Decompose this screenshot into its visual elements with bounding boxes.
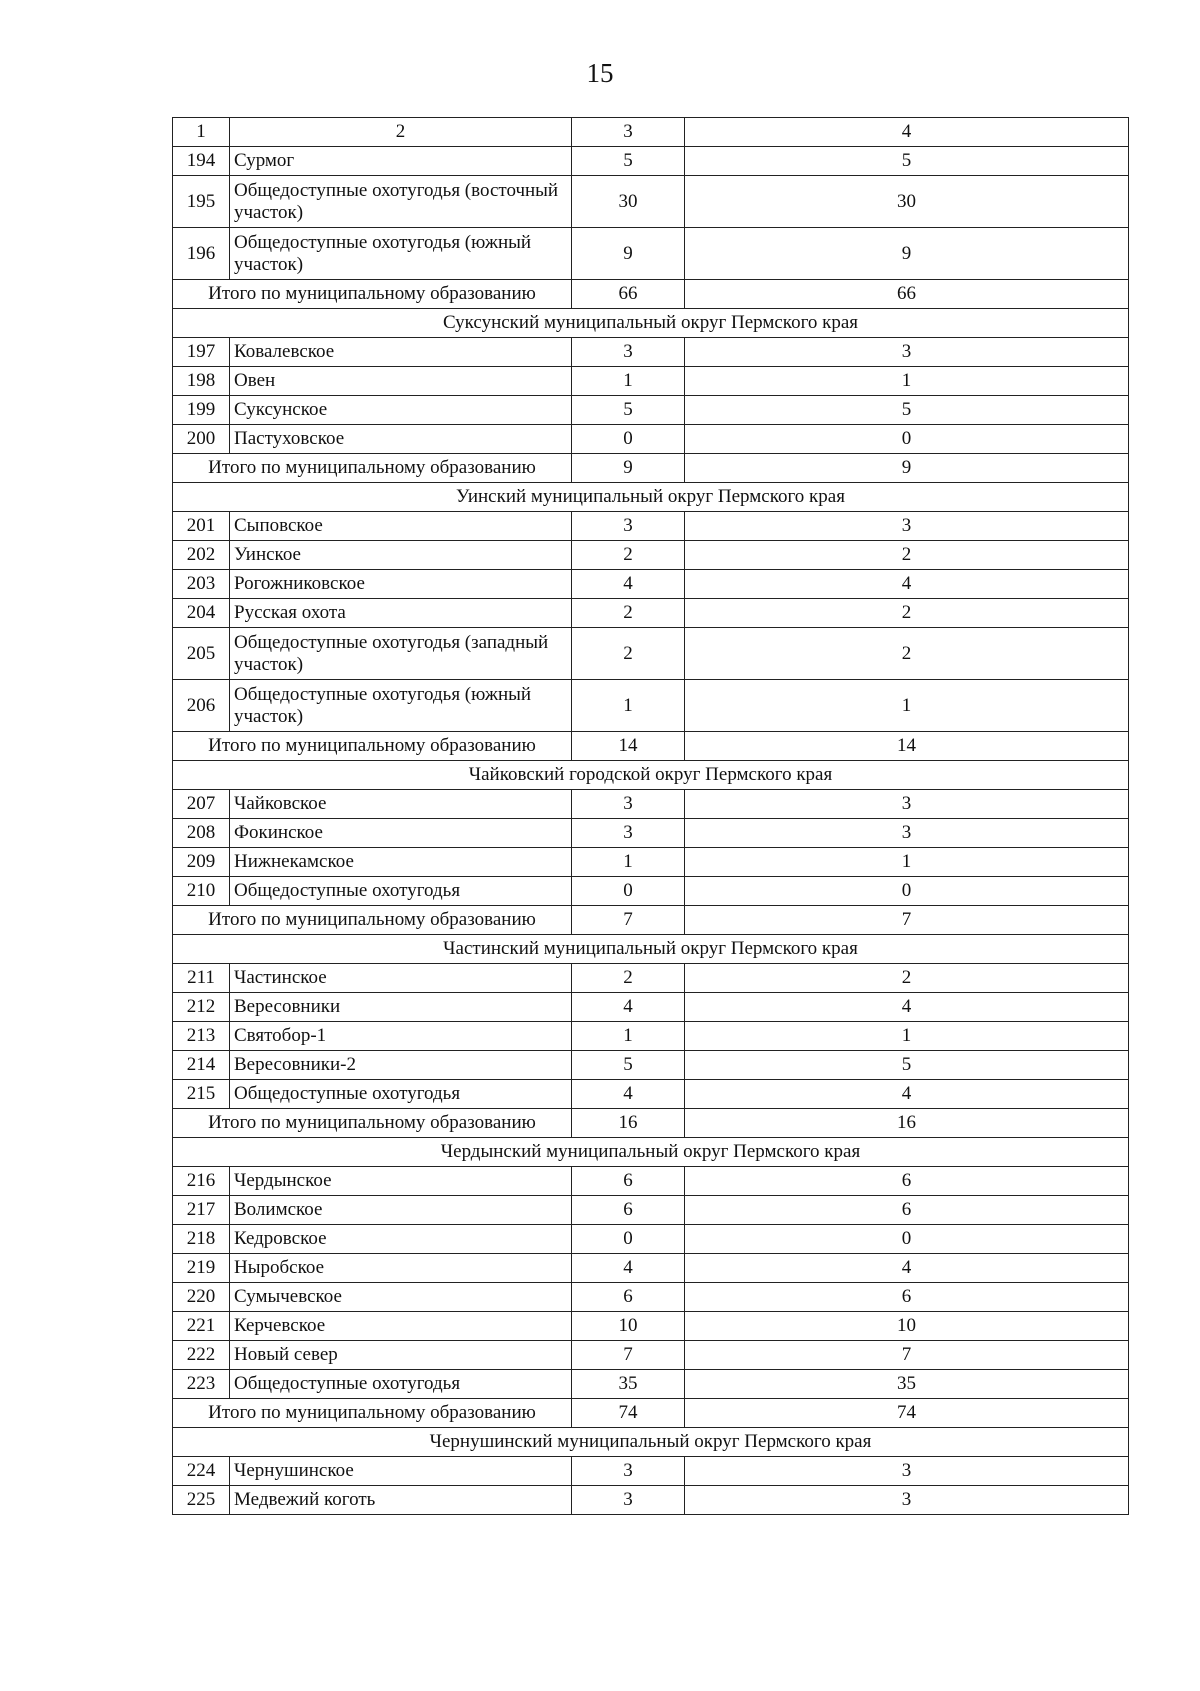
row-value-col4: 0 xyxy=(685,877,1129,906)
table-row xyxy=(173,1312,1129,1341)
row-number: 215 xyxy=(173,1080,230,1109)
row-name: Общедоступные охотугодья xyxy=(230,1080,572,1109)
row-value-col4: 3 xyxy=(685,338,1129,367)
row-value-col3: 2 xyxy=(572,628,685,680)
row-value-col4: 9 xyxy=(685,228,1129,280)
row-number: 216 xyxy=(173,1167,230,1196)
row-value-col3: 3 xyxy=(572,1486,685,1515)
row-value-col3: 3 xyxy=(572,819,685,848)
row-value-col4: 10 xyxy=(685,1312,1129,1341)
row-name: Общедоступные охотугодья (восточный участок) xyxy=(230,176,572,228)
row-name: Общедоступные охотугодья (южный участок) xyxy=(230,680,572,732)
row-number: 210 xyxy=(173,877,230,906)
row-number: 208 xyxy=(173,819,230,848)
row-name: Кедровское xyxy=(230,1225,572,1254)
table-row xyxy=(173,570,1129,599)
section-header-row xyxy=(173,309,1129,338)
row-value-col4: 6 xyxy=(685,1167,1129,1196)
table-row xyxy=(173,599,1129,628)
row-value-col3: 6 xyxy=(572,1283,685,1312)
table-row xyxy=(173,1196,1129,1225)
row-name: Сумычевское xyxy=(230,1283,572,1312)
row-name: Общедоступные охотугодья xyxy=(230,877,572,906)
row-name: Новый север xyxy=(230,1341,572,1370)
row-number: 201 xyxy=(173,512,230,541)
row-value-col3: 0 xyxy=(572,425,685,454)
row-number: 222 xyxy=(173,1341,230,1370)
row-number: 212 xyxy=(173,993,230,1022)
row-number: 217 xyxy=(173,1196,230,1225)
row-value-col4: 2 xyxy=(685,964,1129,993)
total-row xyxy=(173,1399,1129,1428)
table-row xyxy=(173,1486,1129,1515)
row-value-col4: 3 xyxy=(685,512,1129,541)
row-name: Чайковское xyxy=(230,790,572,819)
section-header-row xyxy=(173,1138,1129,1167)
row-name: Общедоступные охотугодья (южный участок) xyxy=(230,228,572,280)
row-number: 213 xyxy=(173,1022,230,1051)
row-name: Чернушинское xyxy=(230,1457,572,1486)
section-title: Уинский муниципальный округ Пермского края xyxy=(173,483,1129,512)
row-value-col4: 3 xyxy=(685,819,1129,848)
row-value-col3: 1 xyxy=(572,367,685,396)
row-value-col3: 4 xyxy=(572,570,685,599)
row-value-col4: 5 xyxy=(685,1051,1129,1080)
row-value-col3: 6 xyxy=(572,1196,685,1225)
total-label: Итого по муниципальному образованию xyxy=(173,280,572,309)
row-value-col4: 6 xyxy=(685,1283,1129,1312)
row-value-col3: 9 xyxy=(572,228,685,280)
row-number: 225 xyxy=(173,1486,230,1515)
row-value-col4: 4 xyxy=(685,1254,1129,1283)
total-value-c3: 66 xyxy=(572,280,685,309)
row-name: Ныробское xyxy=(230,1254,572,1283)
section-title: Чердынский муниципальный округ Пермского края xyxy=(173,1138,1129,1167)
row-number: 198 xyxy=(173,367,230,396)
row-value-col4: 4 xyxy=(685,993,1129,1022)
column-number-4: 4 xyxy=(685,118,1129,147)
row-number: 194 xyxy=(173,147,230,176)
total-value-c3: 14 xyxy=(572,732,685,761)
row-name: Чердынское xyxy=(230,1167,572,1196)
column-number-row xyxy=(173,118,1129,147)
table-row xyxy=(173,1225,1129,1254)
total-label: Итого по муниципальному образованию xyxy=(173,1399,572,1428)
row-value-col3: 1 xyxy=(572,680,685,732)
row-number: 207 xyxy=(173,790,230,819)
row-value-col3: 5 xyxy=(572,147,685,176)
row-value-col4: 2 xyxy=(685,541,1129,570)
row-value-col3: 4 xyxy=(572,1254,685,1283)
row-name: Фокинское xyxy=(230,819,572,848)
table-row xyxy=(173,1254,1129,1283)
column-number-3: 3 xyxy=(572,118,685,147)
table-row xyxy=(173,228,1129,280)
row-value-col3: 0 xyxy=(572,1225,685,1254)
column-number-2: 2 xyxy=(230,118,572,147)
row-name: Волимское xyxy=(230,1196,572,1225)
row-name: Частинское xyxy=(230,964,572,993)
hunting-grounds-table xyxy=(172,117,1129,1515)
row-value-col3: 5 xyxy=(572,1051,685,1080)
total-value-c3: 16 xyxy=(572,1109,685,1138)
total-value-c4: 7 xyxy=(685,906,1129,935)
row-value-col3: 3 xyxy=(572,512,685,541)
row-name: Уинское xyxy=(230,541,572,570)
row-number: 214 xyxy=(173,1051,230,1080)
row-name: Медвежий коготь xyxy=(230,1486,572,1515)
section-title: Чайковский городской округ Пермского края xyxy=(173,761,1129,790)
row-number: 220 xyxy=(173,1283,230,1312)
row-name: Овен xyxy=(230,367,572,396)
row-number: 219 xyxy=(173,1254,230,1283)
row-name: Вересовники-2 xyxy=(230,1051,572,1080)
row-name: Общедоступные охотугодья (западный участок) xyxy=(230,628,572,680)
row-value-col4: 7 xyxy=(685,1341,1129,1370)
row-number: 224 xyxy=(173,1457,230,1486)
row-value-col4: 0 xyxy=(685,1225,1129,1254)
row-value-col4: 1 xyxy=(685,367,1129,396)
table-row xyxy=(173,993,1129,1022)
table-row xyxy=(173,176,1129,228)
table-row xyxy=(173,1080,1129,1109)
row-value-col4: 1 xyxy=(685,848,1129,877)
row-value-col3: 10 xyxy=(572,1312,685,1341)
row-value-col4: 0 xyxy=(685,425,1129,454)
row-number: 196 xyxy=(173,228,230,280)
row-value-col4: 3 xyxy=(685,1486,1129,1515)
total-value-c3: 7 xyxy=(572,906,685,935)
section-header-row xyxy=(173,761,1129,790)
row-name: Нижнекамское xyxy=(230,848,572,877)
row-name: Вересовники xyxy=(230,993,572,1022)
total-label: Итого по муниципальному образованию xyxy=(173,906,572,935)
row-number: 195 xyxy=(173,176,230,228)
total-label: Итого по муниципальному образованию xyxy=(173,732,572,761)
total-label: Итого по муниципальному образованию xyxy=(173,1109,572,1138)
row-value-col3: 35 xyxy=(572,1370,685,1399)
table-row xyxy=(173,1370,1129,1399)
row-value-col3: 3 xyxy=(572,790,685,819)
section-title: Частинский муниципальный округ Пермского края xyxy=(173,935,1129,964)
row-value-col3: 4 xyxy=(572,1080,685,1109)
row-name: Русская охота xyxy=(230,599,572,628)
total-value-c4: 16 xyxy=(685,1109,1129,1138)
row-value-col3: 30 xyxy=(572,176,685,228)
table-row xyxy=(173,147,1129,176)
row-number: 209 xyxy=(173,848,230,877)
row-number: 203 xyxy=(173,570,230,599)
row-value-col4: 3 xyxy=(685,1457,1129,1486)
table-row xyxy=(173,396,1129,425)
row-name: Рогожниковское xyxy=(230,570,572,599)
row-number: 200 xyxy=(173,425,230,454)
row-value-col4: 2 xyxy=(685,628,1129,680)
row-value-col4: 1 xyxy=(685,680,1129,732)
row-value-col4: 35 xyxy=(685,1370,1129,1399)
row-number: 206 xyxy=(173,680,230,732)
total-row xyxy=(173,906,1129,935)
row-value-col4: 5 xyxy=(685,147,1129,176)
total-row xyxy=(173,280,1129,309)
total-row xyxy=(173,1109,1129,1138)
row-number: 221 xyxy=(173,1312,230,1341)
table-row xyxy=(173,1341,1129,1370)
total-value-c4: 66 xyxy=(685,280,1129,309)
total-value-c3: 9 xyxy=(572,454,685,483)
table-row xyxy=(173,628,1129,680)
row-number: 205 xyxy=(173,628,230,680)
total-value-c4: 9 xyxy=(685,454,1129,483)
total-row xyxy=(173,454,1129,483)
table-row xyxy=(173,425,1129,454)
table-row xyxy=(173,512,1129,541)
row-value-col3: 2 xyxy=(572,599,685,628)
section-title: Чернушинский муниципальный округ Пермского края xyxy=(173,1428,1129,1457)
row-number: 202 xyxy=(173,541,230,570)
row-value-col4: 1 xyxy=(685,1022,1129,1051)
row-value-col4: 3 xyxy=(685,790,1129,819)
row-value-col3: 0 xyxy=(572,877,685,906)
row-value-col3: 2 xyxy=(572,541,685,570)
row-value-col4: 5 xyxy=(685,396,1129,425)
table-row xyxy=(173,877,1129,906)
row-number: 211 xyxy=(173,964,230,993)
section-header-row xyxy=(173,935,1129,964)
table-row xyxy=(173,367,1129,396)
row-value-col3: 7 xyxy=(572,1341,685,1370)
section-title: Суксунский муниципальный округ Пермского края xyxy=(173,309,1129,338)
row-number: 218 xyxy=(173,1225,230,1254)
row-name: Пастуховское xyxy=(230,425,572,454)
row-name: Святобор-1 xyxy=(230,1022,572,1051)
table-row xyxy=(173,1051,1129,1080)
row-name: Керчевское xyxy=(230,1312,572,1341)
table-row xyxy=(173,790,1129,819)
section-header-row xyxy=(173,1428,1129,1457)
row-number: 199 xyxy=(173,396,230,425)
row-name: Ковалевское xyxy=(230,338,572,367)
row-value-col3: 3 xyxy=(572,338,685,367)
hunting-grounds-table-container xyxy=(172,117,1128,1515)
row-value-col3: 6 xyxy=(572,1167,685,1196)
total-value-c4: 14 xyxy=(685,732,1129,761)
row-value-col3: 2 xyxy=(572,964,685,993)
row-value-col3: 1 xyxy=(572,1022,685,1051)
row-number: 204 xyxy=(173,599,230,628)
table-row xyxy=(173,1167,1129,1196)
table-row xyxy=(173,1457,1129,1486)
row-name: Общедоступные охотугодья xyxy=(230,1370,572,1399)
row-number: 197 xyxy=(173,338,230,367)
row-number: 223 xyxy=(173,1370,230,1399)
row-value-col4: 6 xyxy=(685,1196,1129,1225)
table-row xyxy=(173,819,1129,848)
total-value-c3: 74 xyxy=(572,1399,685,1428)
row-value-col4: 2 xyxy=(685,599,1129,628)
row-value-col4: 4 xyxy=(685,1080,1129,1109)
table-row xyxy=(173,1283,1129,1312)
row-value-col3: 1 xyxy=(572,848,685,877)
row-name: Сурмог xyxy=(230,147,572,176)
table-row xyxy=(173,848,1129,877)
table-row xyxy=(173,964,1129,993)
table-row xyxy=(173,680,1129,732)
page-number: 15 xyxy=(586,58,614,88)
section-header-row xyxy=(173,483,1129,512)
row-value-col3: 4 xyxy=(572,993,685,1022)
column-number-1: 1 xyxy=(173,118,230,147)
total-label: Итого по муниципальному образованию xyxy=(173,454,572,483)
row-value-col3: 5 xyxy=(572,396,685,425)
row-value-col3: 3 xyxy=(572,1457,685,1486)
table-body xyxy=(173,147,1129,1515)
table-row xyxy=(173,541,1129,570)
row-value-col4: 4 xyxy=(685,570,1129,599)
table-row xyxy=(173,1022,1129,1051)
total-row xyxy=(173,732,1129,761)
row-value-col4: 30 xyxy=(685,176,1129,228)
total-value-c4: 74 xyxy=(685,1399,1129,1428)
table-row xyxy=(173,338,1129,367)
row-name: Сыповское xyxy=(230,512,572,541)
row-name: Суксунское xyxy=(230,396,572,425)
